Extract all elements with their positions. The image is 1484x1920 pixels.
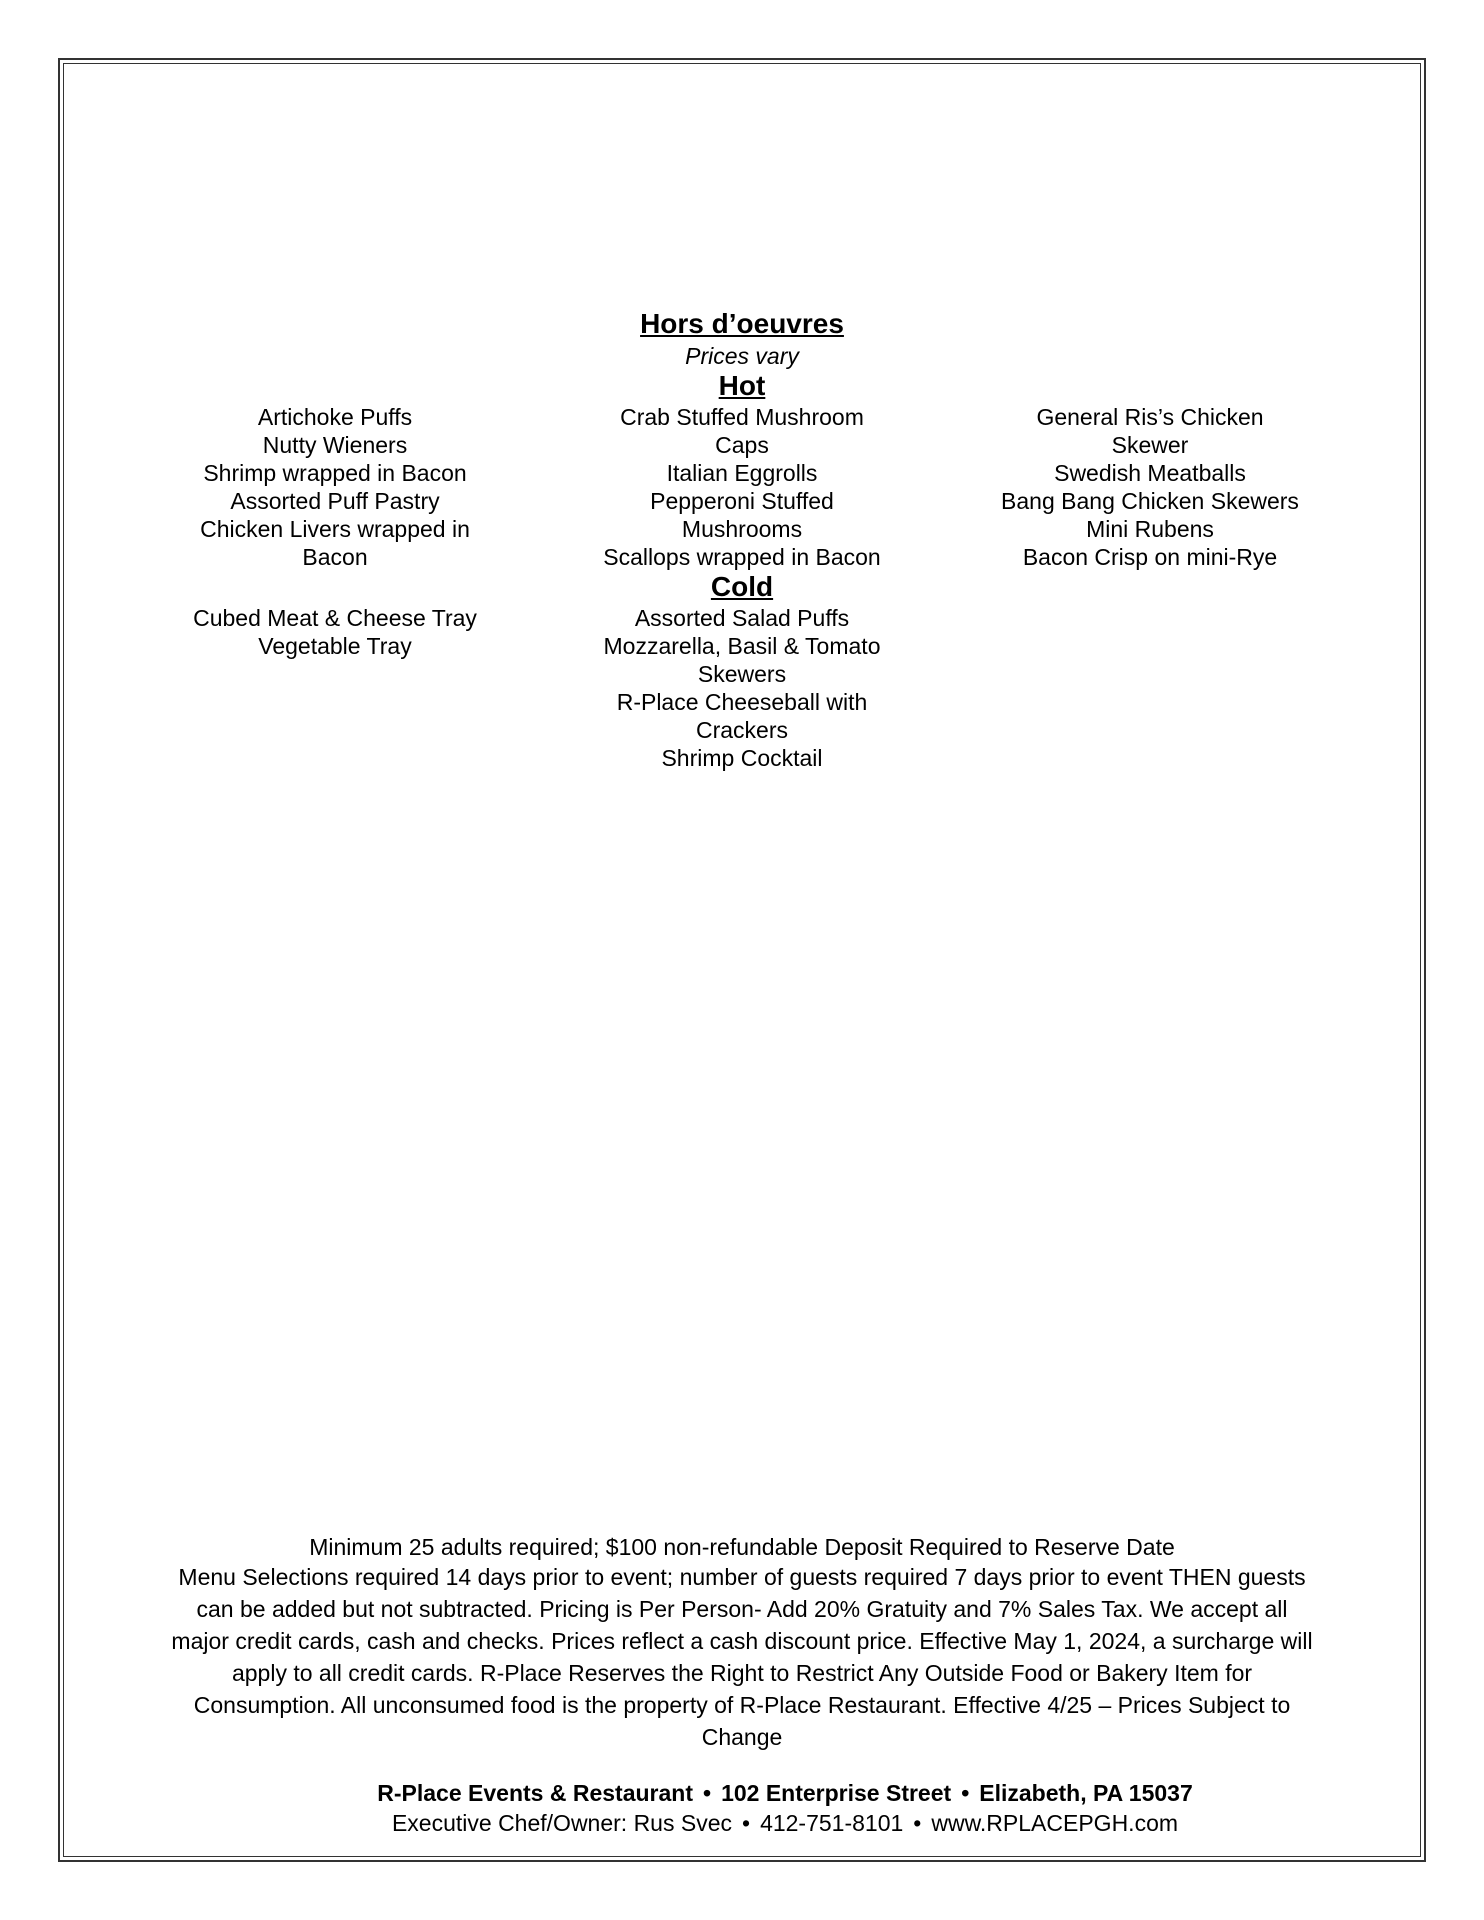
hot-mid-column [582, 403, 902, 571]
menu-item: Assorted Puff Pastry [230, 488, 440, 514]
menu-item: Bacon [302, 544, 368, 570]
menu-item: Crab Stuffed Mushroom [620, 404, 864, 430]
menu-item: Mushrooms [681, 516, 803, 542]
menu-item: Skewers [697, 661, 787, 687]
menu-item: Artichoke Puffs [257, 404, 413, 430]
restaurant-contact [0, 1810, 1484, 1837]
menu-item: Mozzarella, Basil & Tomato [603, 633, 881, 659]
menu-item: Mini Rubens [1086, 516, 1214, 542]
deposit-note: Minimum 25 adults required; $100 non-refundable Deposit Required to Reserve Date [309, 1534, 1175, 1560]
menu-item: Shrimp Cocktail [661, 745, 823, 771]
menu-item: Vegetable Tray [258, 633, 412, 659]
hot-heading: Hot [718, 370, 766, 401]
separator: • [913, 1810, 922, 1836]
cold-left-column [175, 604, 495, 660]
menu-item: Assorted Salad Puffs [634, 605, 850, 631]
menu-item: Bacon Crisp on mini-Rye [1022, 544, 1278, 570]
website-link[interactable]: www.RPLACEPGH.com [931, 1810, 1179, 1836]
menu-item: Crackers [695, 717, 788, 743]
policy-note: Menu Selections required 14 days prior to event; number of guests required 7 days prior to event THEN guests can be added but not subtracted. Pricing is Per Person- Add 20% Gratuity and 7% Sales Tax. We accept all major credit cards, cash and checks. Prices reflect a cash discount price. Effective May 1, 2024, a surcharge will apply to all credit cards. R-Place Reserves the Right to Restrict Any Outside Food or Bakery Item for Consumption. All unconsumed food is the property of R-Place Restaurant. Effective 4/25 – Prices Subject to Change [171, 1564, 1313, 1750]
menu-subtitle: Prices vary [685, 343, 799, 369]
separator: • [742, 1810, 751, 1836]
menu-title: Hors d’oeuvres [640, 308, 844, 339]
menu-item: Scallops wrapped in Bacon [603, 544, 881, 570]
menu-item: Swedish Meatballs [1054, 460, 1246, 486]
menu-item: Nutty Wieners [262, 432, 408, 458]
menu-item: Shrimp wrapped in Bacon [203, 460, 467, 486]
hot-right-column [990, 403, 1310, 571]
hot-left-column [175, 403, 495, 571]
menu-item: Pepperoni Stuffed [650, 488, 834, 514]
cold-mid-column [582, 604, 902, 772]
menu-item: Bang Bang Chicken Skewers [1001, 488, 1299, 514]
chef-owner: Executive Chef/Owner: Rus Svec [391, 1810, 732, 1836]
city-state-zip: Elizabeth, PA 15037 [979, 1780, 1193, 1806]
restaurant-name: R-Place Events & Restaurant [377, 1780, 693, 1806]
menu-item: Chicken Livers wrapped in [200, 516, 470, 542]
footer-notes [170, 1533, 1314, 1753]
menu-item: Skewer [1111, 432, 1189, 458]
menu-item: Caps [715, 432, 769, 458]
separator: • [703, 1780, 712, 1806]
menu-item: General Ris’s Chicken [1036, 404, 1264, 430]
cold-heading: Cold [710, 571, 774, 602]
separator: • [961, 1780, 970, 1806]
restaurant-address [0, 1780, 1484, 1807]
menu-item: Italian Eggrolls [666, 460, 818, 486]
street-address: 102 Enterprise Street [721, 1780, 952, 1806]
phone-number: 412-751-8101 [760, 1810, 904, 1836]
menu-item: Cubed Meat & Cheese Tray [193, 605, 477, 631]
menu-item: R-Place Cheeseball with [616, 689, 868, 715]
